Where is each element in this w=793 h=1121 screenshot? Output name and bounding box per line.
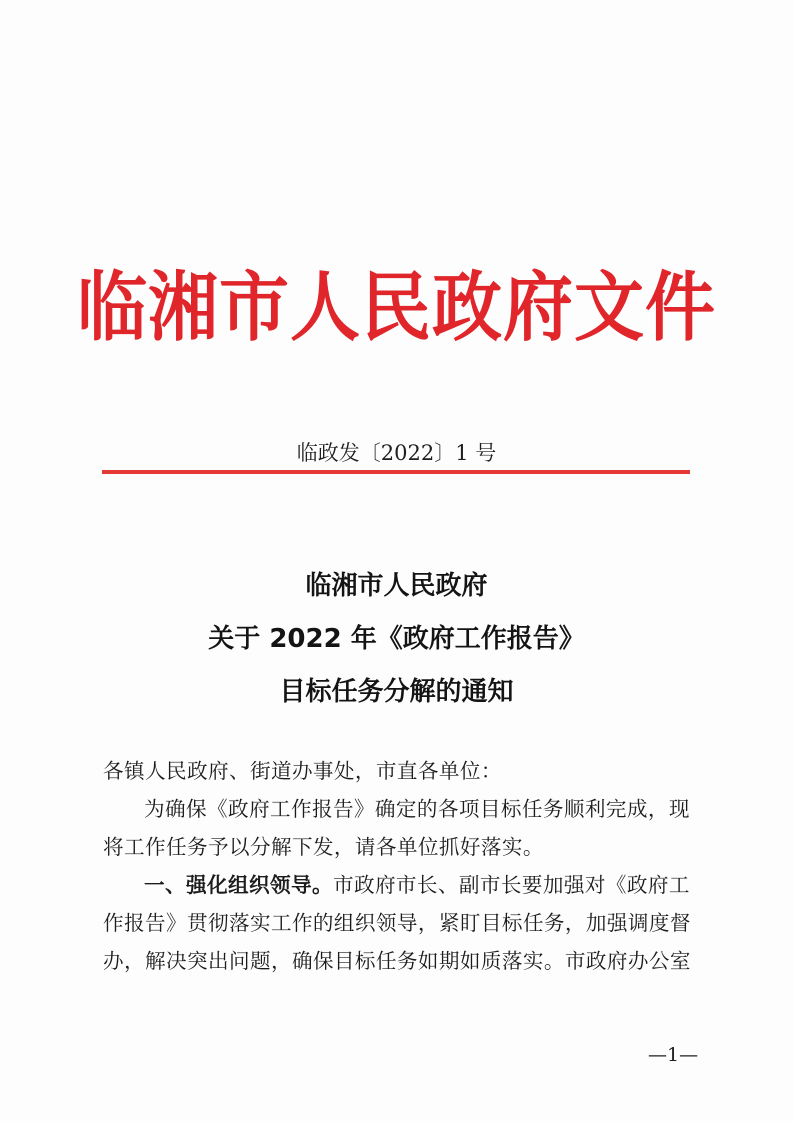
paragraph-intro: 为确保《政府工作报告》确定的各项目标任务顺利完成，现将工作任务予以分解下发，请各单位抓好落实。 [103,797,690,859]
section-1-heading: 一、强化组织领导。 [144,873,333,897]
paragraph-section-1 [103,866,693,980]
document-number: 临政发〔2022〕1 号 [296,441,497,465]
letterhead-red-rule [102,470,690,474]
salutation: 各镇人民政府、街道办事处，市直各单位： [103,759,502,783]
letterhead-title: 临湘市人民政府文件 [77,263,716,352]
title-line-subject: 关于 2022 年《政府工作报告》 [208,624,585,654]
title-line-type: 目标任务分解的通知 [279,677,514,707]
document-body [103,752,693,980]
document-title [0,560,793,719]
section-1-text: 市政府市长、副市长要加强对《政府工作报告》贯彻落实工作的组织领导，紧盯目标任务，加强调度督办，解决突出问题，确保目标任务如期如质落实。市政府办公室 [103,873,691,973]
title-line-issuer: 临湘市人民政府 [305,571,488,601]
page-number: —1— [648,1044,699,1066]
